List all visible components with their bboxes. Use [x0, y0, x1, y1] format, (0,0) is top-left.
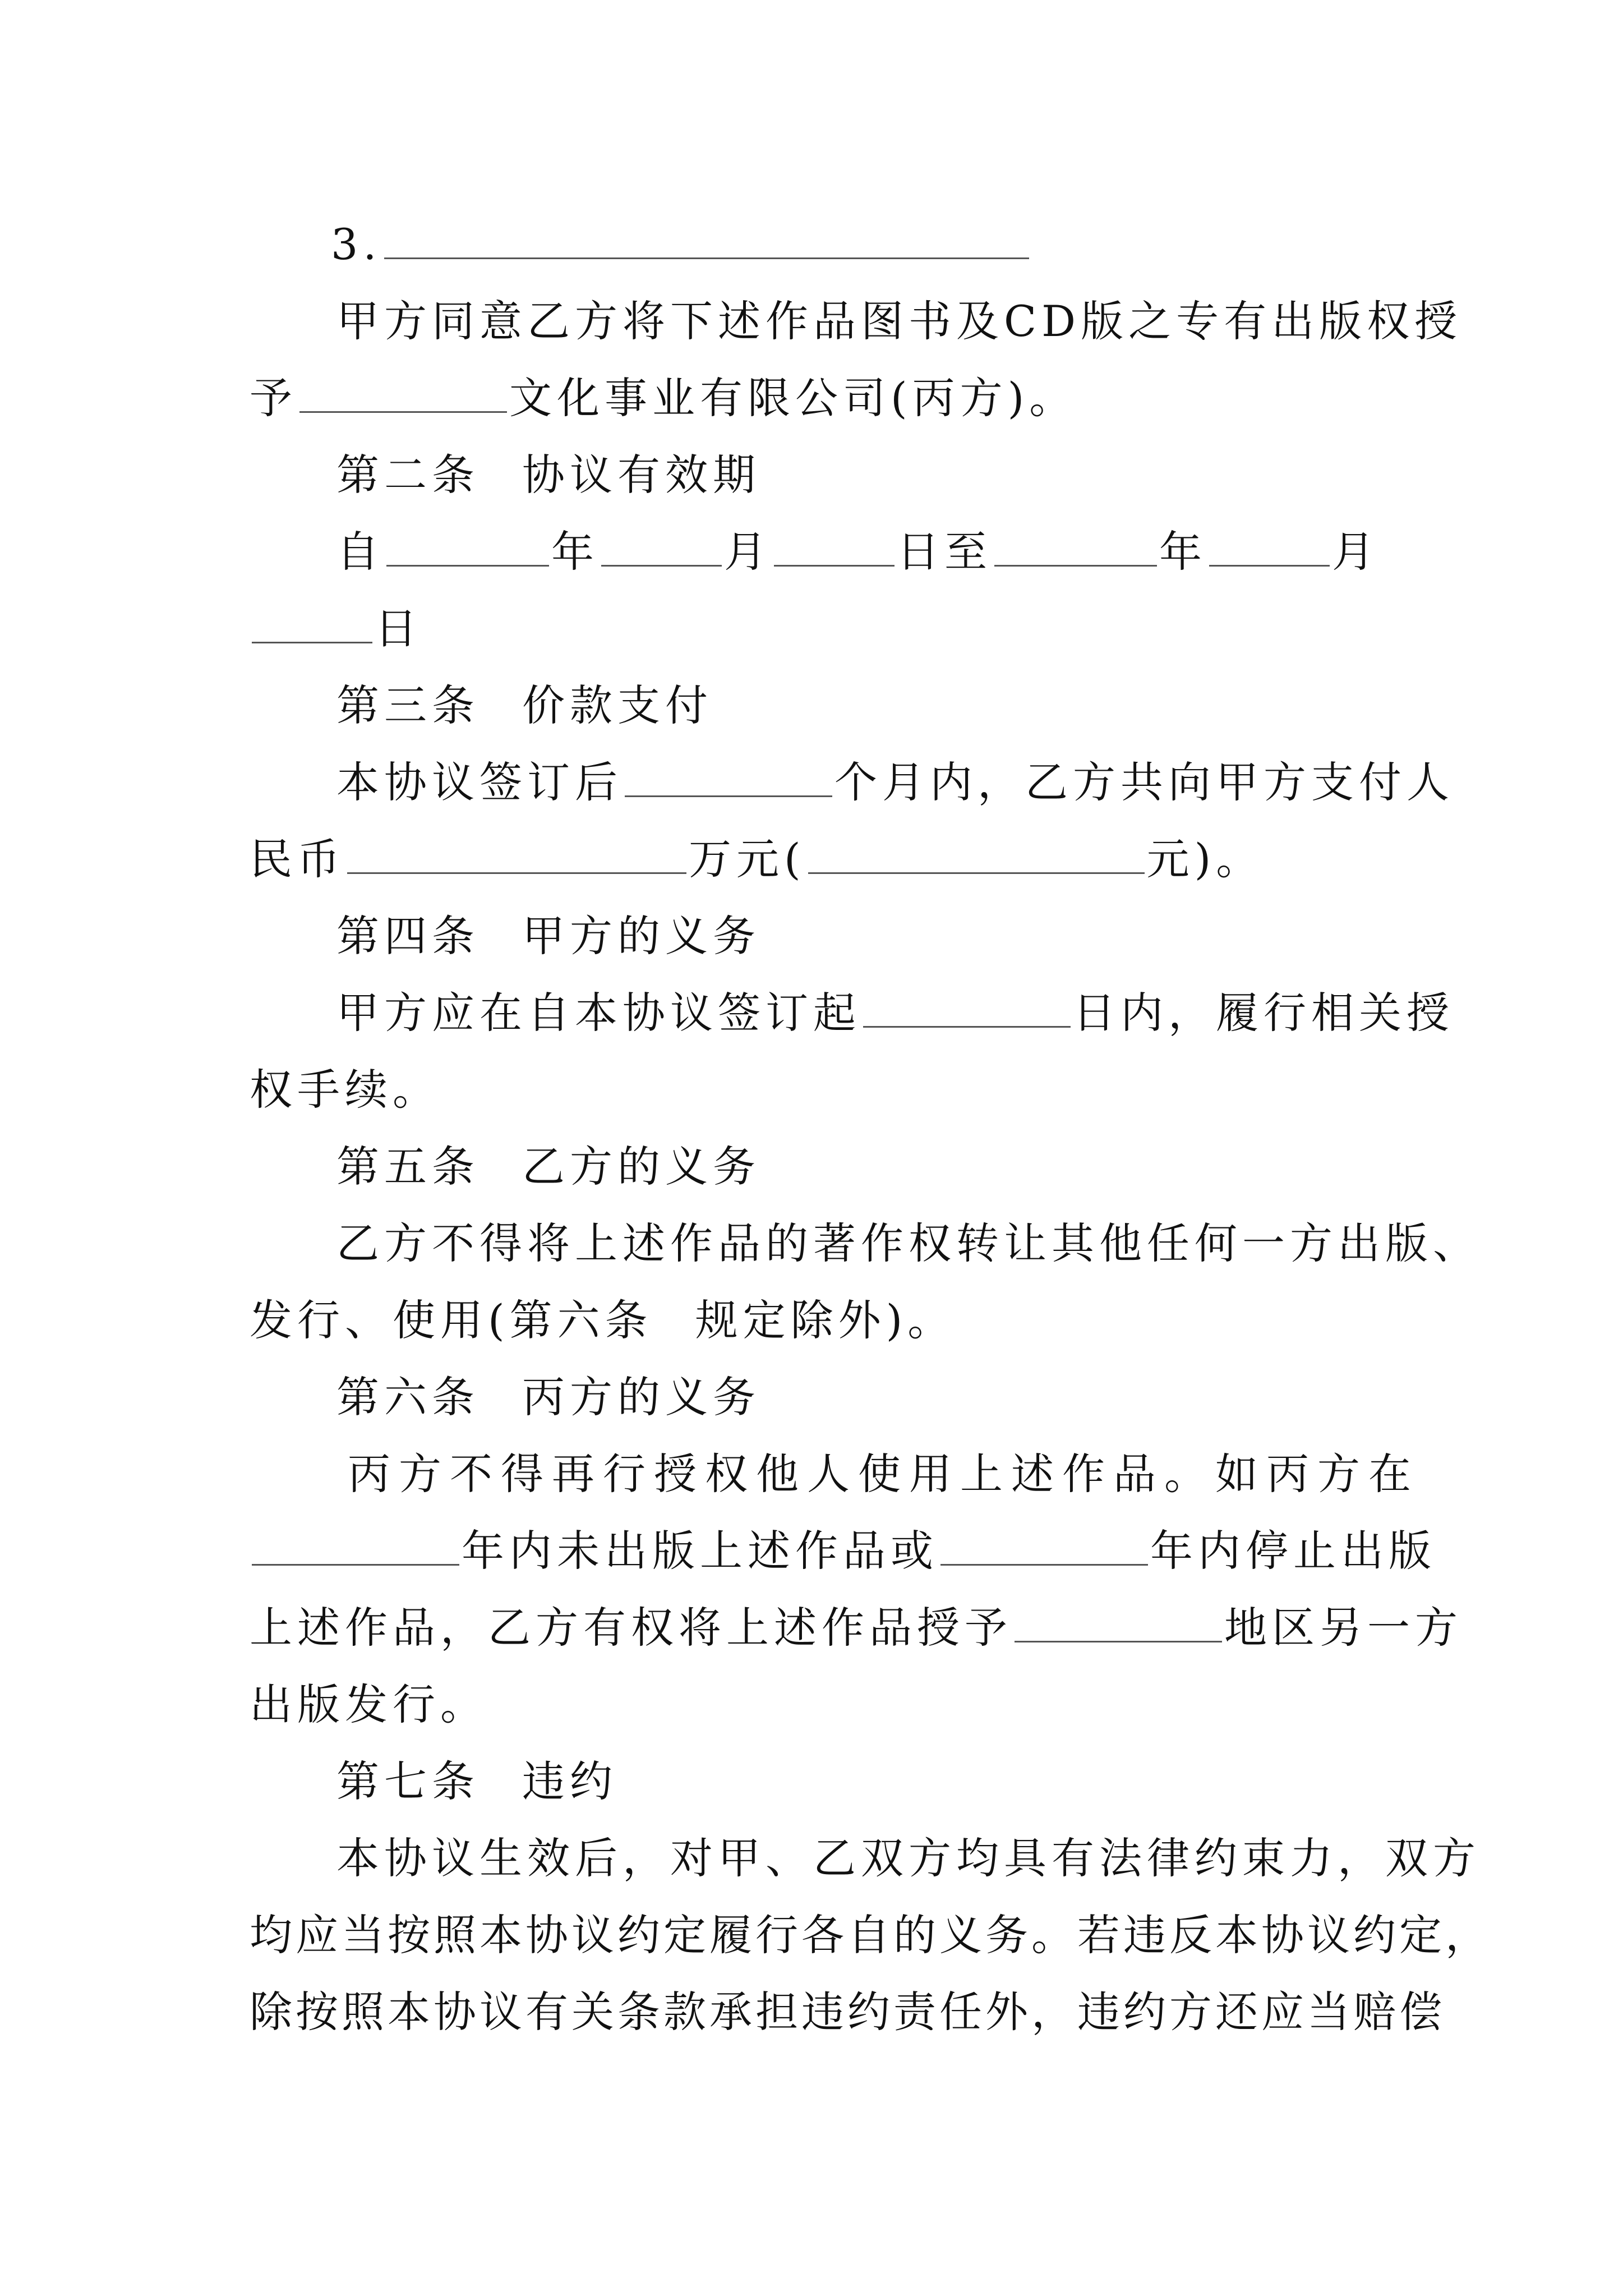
party-b-line-2 [250, 1287, 955, 1354]
article-7-label: 第七条 [336, 1756, 479, 1806]
article-6-label: 第六条 [336, 1372, 479, 1422]
grant-paragraph-line-2 [250, 365, 1077, 432]
article-7-heading [336, 1748, 617, 1815]
party-a-pre: 甲方应在自本协议签订起 [336, 988, 861, 1038]
breach-line-2 [250, 1902, 1491, 1969]
start-month-blank [601, 526, 722, 567]
party-b-post: 规定除外)。 [695, 1295, 956, 1345]
wan-label: 万元( [689, 834, 806, 884]
party-a-post: 日内，履行相关授 [1073, 988, 1454, 1038]
party-c-line-3 [250, 1594, 1463, 1662]
article-2-title: 协议有效期 [522, 450, 760, 500]
start-day-blank [774, 526, 895, 567]
article-5-heading [336, 1133, 760, 1200]
end-day-blank [252, 602, 372, 643]
party-b-text-1: 乙方不得将上述作品的著作权转让其他任何一方出版、 [336, 1218, 1481, 1268]
breach-line-3 [250, 1978, 1445, 2046]
party-b-pre: 发行、使用(第六条 [250, 1295, 653, 1345]
end-year-blank [994, 526, 1157, 567]
start-day-to-label: 日至 [897, 527, 992, 577]
party-c-post-3: 地区另一方 [1224, 1603, 1463, 1653]
payment-line-2 [250, 826, 1264, 893]
breach-text-1: 本协议生效后，对甲、乙双方均具有法律约束力，双方 [336, 1833, 1481, 1883]
amount-yuan-blank [808, 833, 1145, 874]
end-year-label: 年 [1159, 527, 1207, 577]
party-b-line-1 [336, 1210, 1481, 1277]
payment-post: 个月内，乙方共向甲方支付人 [834, 757, 1454, 807]
party-c-mid: 年内未出版上述作品或 [462, 1526, 938, 1576]
party-c-line-2 [250, 1517, 1436, 1585]
breach-text-3: 除按照本协议有关条款承担违约责任外，违约方还应当赔偿 [250, 1987, 1445, 2037]
payment-line-1 [336, 749, 1454, 816]
item-3-blank [384, 218, 1029, 259]
end-month-label: 月 [1332, 527, 1380, 577]
article-2-label: 第二条 [336, 450, 479, 500]
article-5-label: 第五条 [336, 1142, 479, 1191]
party-c-text-4: 出版发行。 [250, 1680, 488, 1729]
article-5-title: 乙方的义务 [522, 1142, 760, 1191]
article-4-heading [336, 903, 760, 970]
yuan-label: 元)。 [1146, 834, 1264, 884]
article-6-heading [336, 1364, 760, 1431]
amount-wan-blank [347, 833, 686, 874]
start-year-blank [386, 526, 549, 567]
breach-line-1 [336, 1825, 1481, 1892]
grant-pre: 予 [250, 373, 297, 423]
party-a-line-2 [250, 1056, 440, 1124]
item-3-number: 3. [331, 219, 382, 269]
payment-pre: 本协议签订后 [336, 757, 623, 807]
article-3-label: 第三条 [336, 680, 479, 730]
article-3-heading [336, 672, 713, 739]
article-4-title: 甲方的义务 [522, 911, 760, 961]
party-c-text-1: 丙方不得再行授权他人使用上述作品。如丙方在 [348, 1449, 1419, 1499]
period-from: 自 [336, 527, 384, 577]
start-year-label: 年 [551, 527, 599, 577]
party-a-text-2: 权手续。 [250, 1065, 440, 1115]
article-3-title: 价款支付 [522, 680, 713, 730]
party-c-post: 年内停止出版 [1150, 1526, 1436, 1576]
party-a-days-blank [863, 987, 1071, 1028]
party-c-pre-3: 上述作品，乙方有权将上述作品授予 [250, 1603, 1012, 1653]
article-2-heading [336, 441, 760, 509]
grant-post: 文化事业有限公司(丙方)。 [509, 373, 1077, 423]
party-c-line-1 [348, 1441, 1419, 1508]
article-4-label: 第四条 [336, 911, 479, 961]
period-line-2 [250, 595, 422, 662]
party-c-years-blank-2 [940, 1525, 1148, 1566]
grant-paragraph-line-1 [336, 288, 1462, 355]
period-line-1 [336, 518, 1380, 586]
party-c-line-4 [250, 1671, 488, 1738]
rmb-label: 民币 [250, 834, 345, 884]
payment-months-blank [625, 756, 832, 797]
end-day-label: 日 [375, 604, 422, 654]
region-blank [1015, 1602, 1222, 1642]
breach-text-2: 均应当按照本协议约定履行各自的义务。若违反本协议约定， [250, 1910, 1491, 1960]
start-month-label: 月 [724, 527, 772, 577]
grant-text-1: 甲方同意乙方将下述作品图书及CD版之专有出版权授 [336, 296, 1463, 346]
party-c-years-blank-1 [252, 1525, 459, 1566]
party-a-line-1 [336, 979, 1454, 1047]
item-3-line [331, 211, 1031, 278]
article-6-title: 丙方的义务 [522, 1372, 760, 1422]
article-7-title: 违约 [522, 1756, 617, 1806]
end-month-blank [1209, 526, 1330, 567]
grant-company-blank [299, 372, 507, 413]
